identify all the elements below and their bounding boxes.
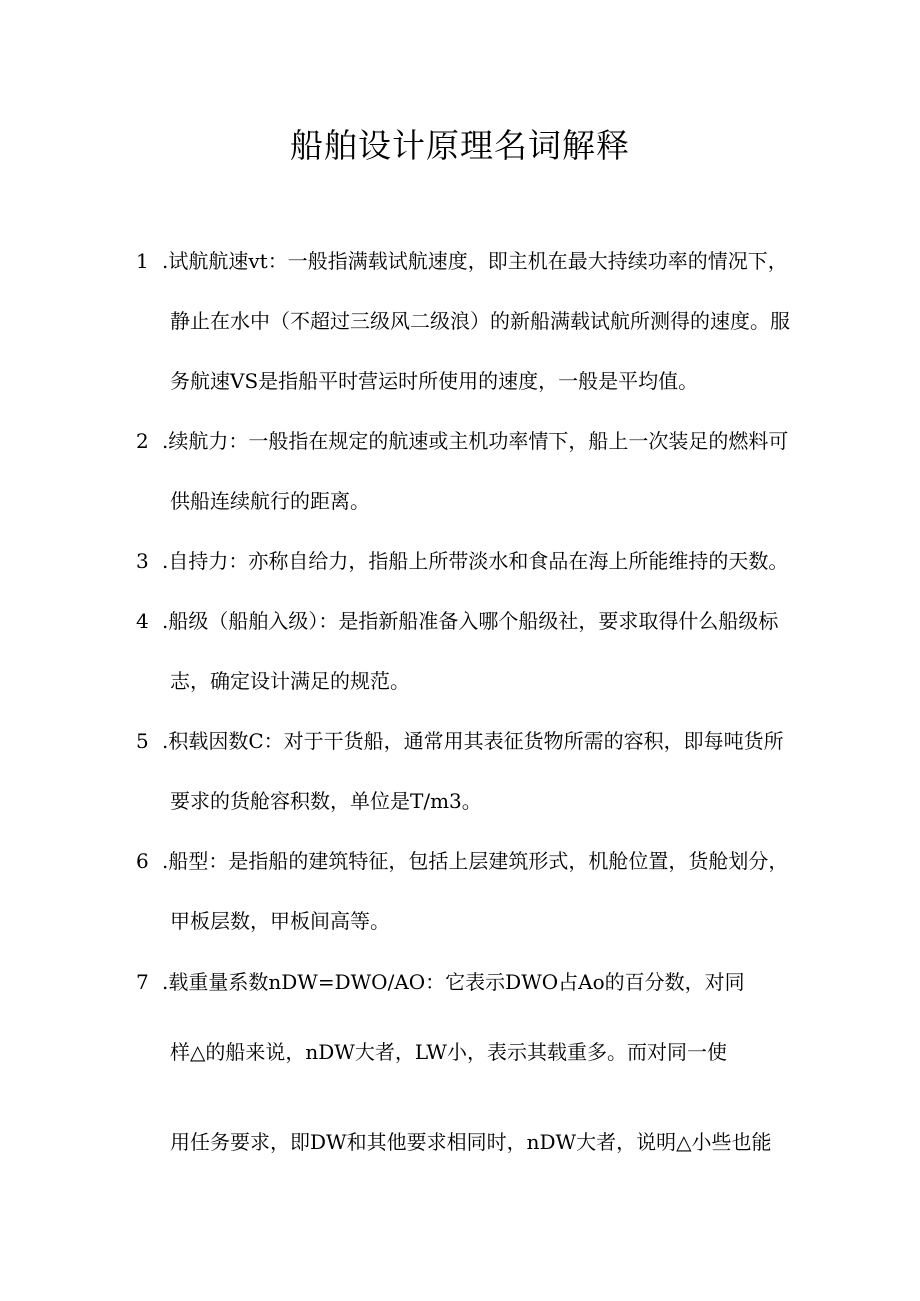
list-item-number: 2 — [136, 429, 149, 453]
list-item-text: .试航航速vt：一般指满载试航速度，即主机在最大持续功率的情况下， — [162, 249, 788, 273]
list-item-4-line-2: 志，确定设计满足的规范。 — [170, 669, 410, 693]
list-item-text: .自持力：亦称自给力，指船上所带淡水和食品在海上所能维持的天数。 — [162, 549, 789, 573]
list-item-text: .船级（船舶入级）：是指新船准备入哪个船级社，要求取得什么船级标 — [162, 609, 779, 633]
page-title: 船舶设计原理名词解释 — [290, 126, 630, 165]
list-item-number: 7 — [136, 970, 149, 994]
list-item-4-line-1 — [136, 606, 778, 636]
list-item-2-line-1 — [136, 426, 788, 456]
list-item-3-line-1 — [136, 546, 788, 576]
list-item-7-line-1 — [136, 967, 745, 997]
list-item-number: 1 — [136, 249, 149, 273]
list-item-number: 4 — [136, 609, 149, 633]
list-item-2-line-2: 供船连续航行的距离。 — [170, 489, 370, 513]
list-item-number: 5 — [136, 729, 149, 753]
list-item-number: 6 — [136, 849, 149, 873]
list-item-6-line-2: 甲板层数，甲板间高等。 — [170, 909, 390, 933]
list-item-5-line-1 — [136, 726, 784, 756]
list-item-7-line-3: 用任务要求，即DW和其他要求相同时，nDW大者，说明△小些也能 — [170, 1130, 772, 1154]
list-item-5-line-2: 要求的货舱容积数，单位是T/m3。 — [170, 789, 482, 813]
list-item-6-line-1 — [136, 846, 788, 876]
list-item-1-line-2: 静止在水中（不超过三级风二级浪）的新船满载试航所测得的速度。服 — [170, 309, 790, 333]
list-item-text: .积载因数C：对于干货船，通常用其表征货物所需的容积，即每吨货所 — [162, 729, 784, 753]
list-item-7-line-2: 样△的船来说，nDW大者，LW小，表示其载重多。而对同一使 — [170, 1040, 727, 1064]
list-item-text: .船型：是指船的建筑特征，包括上层建筑形式，机舱位置，货舱划分， — [162, 849, 789, 873]
list-item-1-line-1 — [136, 246, 788, 276]
list-item-1-line-3: 务航速VS是指船平时营运时所使用的速度，一般是平均值。 — [170, 369, 699, 393]
list-item-text: .载重量系数nDW=DWO/AO：它表示DWO占Ao的百分数，对同 — [162, 970, 745, 994]
list-item-number: 3 — [136, 549, 149, 573]
list-item-text: .续航力：一般指在规定的航速或主机功率情下，船上一次装足的燃料可 — [162, 429, 789, 453]
